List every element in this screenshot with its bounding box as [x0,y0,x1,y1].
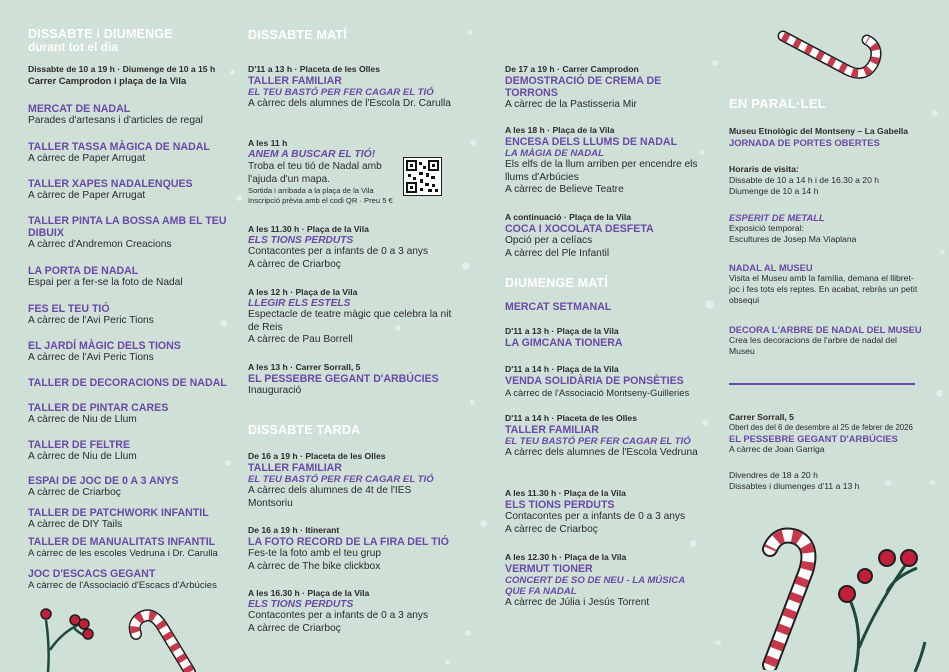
event-title: MERCAT SETMANAL [505,301,612,313]
event-meta: De 16 a 19 h · Placeta de les Olles [248,451,386,461]
event-title: TALLER FAMILIAR [248,75,342,87]
activity-text: A càrrec de DIY Tails [28,519,123,530]
weekend-activity [28,439,228,464]
snowflake-dot [932,110,938,116]
weekend-hours: Dissabte de 10 a 19 h · Diumenge de 10 a 15 h [28,64,216,74]
event-text: A càrrec de Criarboç [248,258,341,270]
event-coca-xocolata [505,212,705,260]
event-title: TALLER FAMILIAR [505,424,599,436]
snowflake-dot [462,262,470,270]
event-text: A càrrec de Believe Teatre [505,184,624,195]
activity-text: A càrrec de Niu de Llum [28,414,137,425]
weekend-location: Carrer Camprodon i plaça de la Vila [28,75,187,86]
activity-text: A càrrec de Niu de Llum [28,451,137,462]
snowflake-dot [236,195,242,201]
event-text: Espectacle de teatre màgic que celebra la nit de Reis [248,309,452,333]
pessebre-title: EL PESSEBRE GEGANT D'ARBÚCIES [729,433,898,444]
weekend-activity [28,377,228,389]
weekend-activity [28,340,228,365]
activity-title: MERCAT DE NADAL [28,103,131,115]
activity-title: TALLER DE DECORACIONS DE NADAL [28,377,227,389]
event-meta: De 17 a 19 h · Carrer Camprodon [505,64,639,74]
event-text: A càrrec dels alumnes de l'Escola Dr. Carulla [248,98,451,109]
event-subtitle: CONCERT DE SO DE NEU - LA MÚSICA QUE FA NADAL [505,575,685,597]
snowflake-dot [445,660,450,665]
event-text: A càrrec de l'Associació Montseny-Guilleries [505,387,690,398]
event-text: Troba el teu tió de Nadal amb l'ajuda d'un mapa. [248,161,382,185]
activity-text: Crea les decoracions de l'arbre de nadal del Museu [729,335,897,356]
snowflake-dot [705,300,714,309]
event-text: A càrrec de Criarboç [248,622,341,634]
event-meta: A les 18 h · Plaça de la Vila [505,125,615,135]
event-meta: De 16 a 19 h · Itinerant [248,525,340,535]
activity-title: LA PORTA DE NADAL [28,265,139,277]
event-title: ENCESA DELS LLUMS DE NADAL [505,136,678,148]
snowflake-dot [470,140,476,146]
event-text: A càrrec dels alumnes de l'Escola Vedruna [505,447,698,458]
hours-label: Horaris de visita: [729,164,799,174]
hours-saturday: Dissabte de 10 a 14 h i de 16.30 a 20 h [729,175,880,185]
event-subtitle: EL TEU BASTÓ PER FER CAGAR EL TIÓ [248,474,434,485]
event-subtitle: EL TEU BASTÓ PER FER CAGAR EL TIÓ [248,87,434,98]
event-title: DEMOSTRACIÓ DE CREMA DE TORRONS [505,75,662,99]
event-taller-familiar-2 [248,451,453,510]
event-meta: A continuació · Plaça de la Vila [505,212,632,222]
event-title: ELS TIONS PERDUTS [505,499,615,511]
snowflake-dot [468,30,473,35]
event-vermut-tioner [505,552,705,610]
exhibition-text: Escultures de Josep Ma Viaplana [729,234,857,244]
activity-title: TALLER PINTA LA BOSSA AMB EL TEU DIBUIX [28,215,227,239]
weekend-activity [28,568,228,591]
event-meta: A les 11.30 h · Plaça de la Vila [248,224,369,234]
event-text: Contacontes per a infants de 0 a 3 anys [248,246,429,257]
activity-title: TALLER DE PATCHWORK INFANTIL [28,507,209,519]
event-small-note: Inscripció prèvia amb el codi QR · Preu 5 € [248,196,393,205]
pessebre-dates: Obert des del 6 de desembre al 25 de febrer de 2026 [729,423,913,432]
event-meta: A les 12 h · Plaça de la Vila [248,287,358,297]
exhibition-title: ESPERIT DE METALL [729,212,825,223]
event-text: A càrrec de Júlia i Jesús Torrent [505,597,650,608]
event-tions-perduts-2 [248,588,453,635]
snowflake-dot [230,70,235,75]
event-title: VENDA SOLIDÀRIA DE PONSÈTIES [505,375,684,387]
event-encesa-llums [505,125,705,197]
nadal-al-museu [729,262,924,306]
event-tions-perduts-3 [505,488,705,536]
event-llegir-estels [248,287,453,347]
event-foto-record [248,525,453,573]
event-pessebre-inauguracio [248,362,453,398]
event-mercat-setmanal [505,301,705,313]
event-text: A càrrec del Ple Infantil [505,247,610,259]
weekend-activity [28,141,228,166]
hours-friday: Divendres de 18 a 20 h [729,470,818,480]
berry-branch-right-icon [835,538,945,672]
qr-code-icon[interactable] [403,157,442,196]
activity-text: A càrrec de Paper Arrugat [28,190,146,201]
snowflake-dot [930,480,935,485]
saturday-morning-heading: DISSABTE MATÍ [248,28,347,42]
museum-name: Museu Etnològic del Montseny – La Gabella [729,126,909,136]
event-subtitle: EL TEU BASTÓ PER FER CAGAR EL TIÓ [505,436,691,447]
esperit-metall [729,212,924,245]
activity-title: TALLER DE FELTRE [28,439,131,451]
event-meta: D'11 a 14 h · Placeta de les Olles [505,413,637,423]
museum-open-day: JORNADA DE PORTES OBERTES [729,137,880,148]
event-meta: D'11 a 13 h · Plaça de la Vila [505,326,619,336]
snowflake-dot [465,630,471,636]
weekend-activity [28,402,228,427]
parallel-heading: EN PARAL·LEL [729,96,826,111]
event-text: Contacontes per a infants de 0 a 3 anys [248,610,429,621]
activity-title: TALLER TASSA MÀGICA DE NADAL [28,141,210,153]
weekend-activity [28,103,228,128]
snowflake-dot [940,250,945,255]
weekend-meta [28,64,228,86]
event-text: A càrrec de The bike clickbox [248,560,381,572]
event-title: VERMUT TIONER [505,563,593,575]
snowflake-dot [480,520,487,527]
event-text: A càrrec de la Pastisseria Mir [505,99,637,110]
decora-arbre [729,324,924,357]
event-subtitle: ELS TIONS PERDUTS [248,599,354,610]
event-tions-perduts-1 [248,224,453,271]
event-text: A càrrec de Pau Borrell [248,334,353,345]
activity-text: Espai per a fer-se la foto de Nadal [28,277,183,288]
event-title: COCA I XOCOLATA DESFETA [505,223,654,235]
weekend-activity [28,507,228,532]
pessebre-hours [729,470,924,492]
candy-cane-left-icon [128,604,200,672]
snowflake-dot [690,540,697,547]
event-meta: A les 11.30 h · Plaça de la Vila [505,488,626,498]
activity-title: TALLER DE MANUALITATS INFANTIL [28,536,216,548]
activity-text: A càrrec de les escoles Vedruna i Dr. Carulla [28,548,218,559]
event-text: Inauguració [248,385,302,396]
candy-cane-top-icon [775,22,885,82]
snowflake-dot [470,400,475,405]
activity-title: ESPAI DE JOC DE 0 A 3 ANYS [28,475,179,487]
activity-title: DECORA L'ARBRE DE NADAL DEL MUSEU [729,324,922,335]
event-meta: A les 16.30 h · Plaça de la Vila [248,588,370,598]
berry-branch-left-icon [30,598,100,672]
event-subtitle: ELS TIONS PERDUTS [248,235,354,246]
event-text: Contacontes per a infants de 0 a 3 anys [505,511,686,522]
event-subtitle: LA MÀGIA DE NADAL [505,148,604,159]
event-meta: A les 11 h [248,138,288,148]
event-venda-ponsenties [505,364,705,398]
event-meta: A les 13 h · Carrer Sorrall, 5 [248,362,361,372]
activity-text: A càrrec de Paper Arrugat [28,153,146,164]
event-subtitle: ANEM A BUSCAR EL TIÓ! [248,149,376,160]
activity-text: A càrrec de Criarboç [28,487,121,498]
event-title: EL PESSEBRE GEGANT D'ARBÚCIES [248,373,439,385]
event-gimcana [505,326,705,349]
weekend-subtitle: durant tot el dia [28,40,118,54]
weekend-activity [28,215,228,252]
saturday-afternoon-heading: DISSABTE TARDA [248,423,361,437]
event-meta: D'11 a 13 h · Placeta de les Olles [248,64,380,74]
weekend-activity [28,178,228,203]
event-text: Opció per a celíacs [505,235,593,246]
event-text: Els elfs de la llum arriben per encendre els llums d'Arbúcies [505,159,698,183]
event-title: TALLER FAMILIAR [248,462,342,474]
pessebre-location: Carrer Sorrall, 5 [729,412,794,422]
event-text: A càrrec de Criarboç [505,523,598,535]
event-title: LA GIMCANA TIONERA [505,337,623,349]
event-crema-torrons [505,64,705,112]
snowflake-dot [712,60,718,66]
event-subtitle: LLEGIR ELS ESTELS [248,298,351,309]
museum-hours [729,164,924,197]
weekend-activity [28,303,228,328]
activity-title: JOC D'ESCACS GEGANT [28,568,156,580]
event-small-note: Sortida i arribada a la plaça de la Vila [248,186,374,195]
snowflake-dot [936,390,943,397]
divider [729,383,915,385]
candy-cane-bottom-icon [748,525,838,670]
sunday-morning-heading: DIUMENGE MATÍ [505,276,609,290]
activity-title: FES EL TEU TIÓ [28,303,110,315]
weekend-activity [28,265,228,290]
weekend-heading [28,28,228,54]
pessebre-author: A càrrec de Joan Garriga [729,444,825,454]
activity-text: A càrrec de l'Avi Peric Tions [28,352,154,363]
event-text: A càrrec dels alumnes de 4t de l'IES Montsoriu [248,485,412,509]
snowflake-dot [716,640,721,645]
exhibition-text: Exposició temporal: [729,223,804,233]
hours-sunday: Diumenge de 10 a 14 h [729,186,819,196]
activity-title: TALLER DE PINTAR CARES [28,402,169,414]
event-text: Fes-te la foto amb el teu grup [248,548,382,559]
activity-text: A càrrec de l'Associació d'Escacs d'Arbúcies [28,580,217,591]
weekend-title: DISSABTE i DIUMENGE [28,27,173,41]
event-taller-familiar-1 [248,64,453,111]
activity-text: A càrrec d'Andremon Creacions [28,239,172,250]
event-taller-familiar-3 [505,413,705,460]
activity-title: NADAL AL MUSEU [729,262,813,273]
activity-text: Parades d'artesans i d'articles de regal [28,115,203,126]
activity-title: TALLER XAPES NADALENQUES [28,178,193,190]
event-title: LA FOTO RECORD DE LA FIRA DEL TIÓ [248,536,449,548]
museum-block [729,126,924,148]
weekend-activity [28,475,228,500]
pessebre-block [729,412,924,455]
event-meta: A les 12.30 h · Plaça de la Vila [505,552,627,562]
weekend-activity [28,536,228,559]
hours-weekend: Dissabtes i diumenges d'11 a 13 h [729,481,860,491]
activity-text: Visita el Museu amb la família, demana el llibret-joc i fes tots els reptes. En acabat, rebràs un petit obsequi [729,273,918,305]
activity-text: A càrrec de l'Avi Peric Tions [28,315,154,326]
event-meta: D'11 a 14 h · Plaça de la Vila [505,364,619,374]
activity-title: EL JARDÍ MÀGIC DELS TIONS [28,340,181,352]
